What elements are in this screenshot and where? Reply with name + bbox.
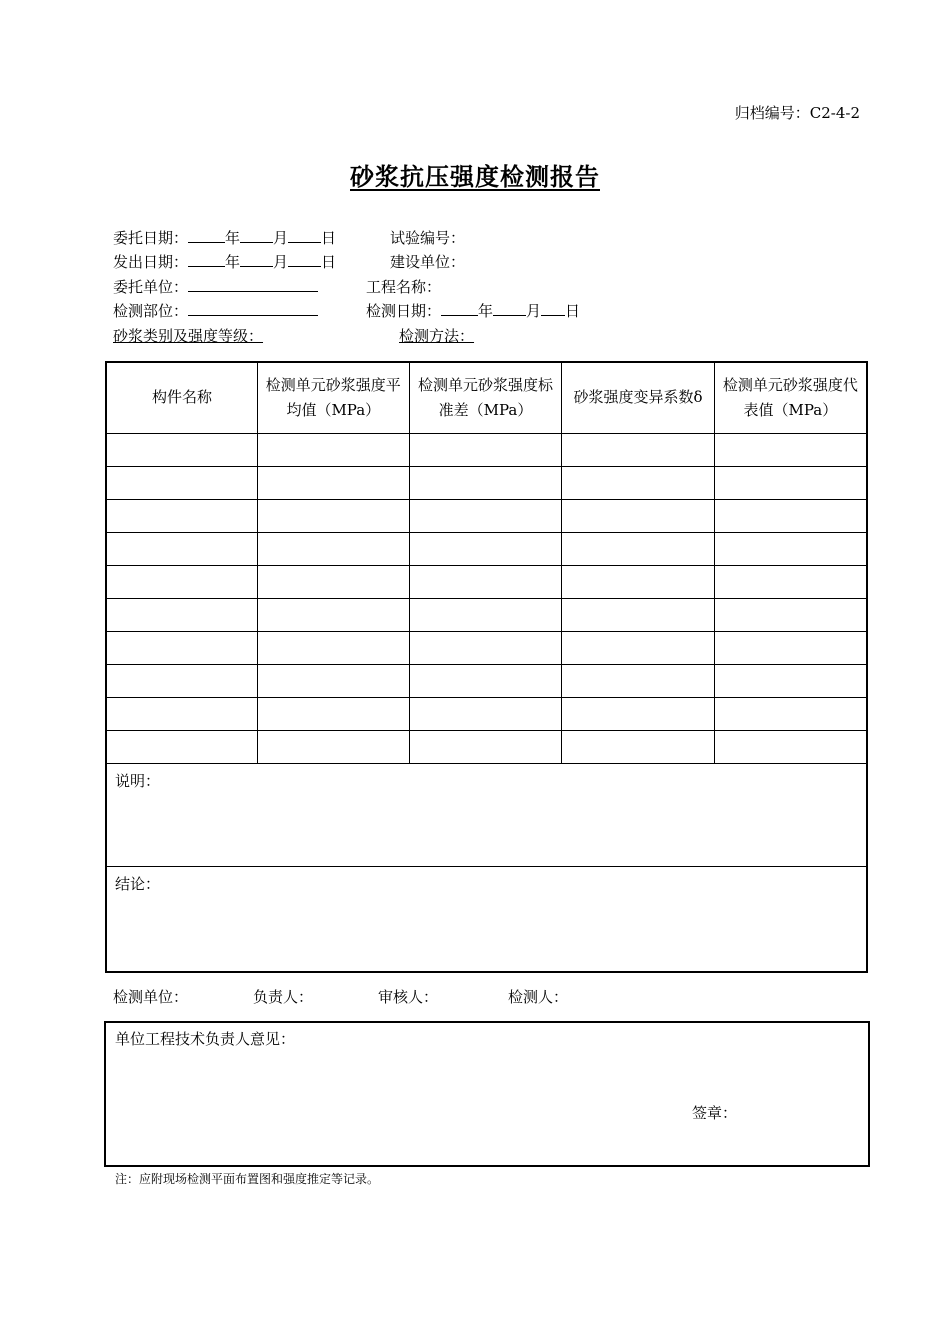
entrust-date-label: 委托日期： <box>113 229 189 247</box>
table-cell[interactable] <box>106 499 257 532</box>
table-cell[interactable] <box>257 631 409 664</box>
inspect-date-label: 检测日期： <box>366 302 442 320</box>
method-label: 检测方法： <box>399 327 475 345</box>
opinion-label: 单位工程技术负责人意见： <box>115 1030 296 1048</box>
day-label: 日 <box>321 229 337 247</box>
table-cell[interactable] <box>714 532 867 565</box>
table-header-row <box>106 362 867 433</box>
sig-inspector-label: 检测人： <box>508 988 569 1006</box>
inspect-part-row <box>113 299 318 323</box>
issue-year-field[interactable] <box>188 250 225 267</box>
table-row <box>106 598 867 631</box>
footnote: 注：应附现场检测平面布置图和强度推定等记录。 <box>115 1172 380 1186</box>
archive-number: 归档编号：C2-4-2 <box>734 104 860 122</box>
table-cell[interactable] <box>257 565 409 598</box>
table-cell[interactable] <box>562 433 714 466</box>
table-cell[interactable] <box>257 499 409 532</box>
build-unit-label: 建设单位： <box>390 253 466 271</box>
table-cell[interactable] <box>562 697 714 730</box>
mortar-method-row <box>113 324 490 348</box>
table-cell[interactable] <box>409 466 562 499</box>
inspect-year-field[interactable] <box>441 299 478 316</box>
day-label: 日 <box>321 253 337 271</box>
table-row <box>106 532 867 565</box>
entrust-year-field[interactable] <box>188 226 225 243</box>
sig-reviewer-label: 审核人： <box>378 988 439 1006</box>
issue-date-row <box>113 250 336 274</box>
entrust-unit-row <box>113 275 318 299</box>
entrust-day-field[interactable] <box>288 226 321 243</box>
table-cell[interactable] <box>409 631 562 664</box>
sig-leader-label: 负责人： <box>253 988 314 1006</box>
explain-row <box>106 763 867 866</box>
table-row <box>106 631 867 664</box>
table-cell[interactable] <box>409 433 562 466</box>
table-cell[interactable] <box>257 466 409 499</box>
table-row <box>106 697 867 730</box>
table-cell[interactable] <box>714 631 867 664</box>
day-label: 日 <box>565 302 581 320</box>
table-cell[interactable] <box>562 730 714 763</box>
table-cell[interactable] <box>409 598 562 631</box>
explain-cell[interactable] <box>106 763 867 866</box>
table-cell[interactable] <box>409 499 562 532</box>
table-cell[interactable] <box>257 730 409 763</box>
table-cell[interactable] <box>106 565 257 598</box>
project-name-label: 工程名称： <box>366 278 442 296</box>
year-label: 年 <box>225 229 241 247</box>
table-cell[interactable] <box>714 730 867 763</box>
test-no-label: 试验编号： <box>390 229 466 247</box>
table-cell[interactable] <box>562 466 714 499</box>
table-cell[interactable] <box>714 466 867 499</box>
table-cell[interactable] <box>409 730 562 763</box>
table-cell[interactable] <box>714 697 867 730</box>
table-cell[interactable] <box>106 433 257 466</box>
table-cell[interactable] <box>106 466 257 499</box>
header-std-dev: 检测单元砂浆强度标准差（MPa） <box>409 362 562 433</box>
table-cell[interactable] <box>409 664 562 697</box>
inspect-part-field[interactable] <box>188 299 318 316</box>
year-label: 年 <box>225 253 241 271</box>
table-cell[interactable] <box>562 631 714 664</box>
issue-day-field[interactable] <box>288 250 321 267</box>
entrust-unit-field[interactable] <box>188 275 318 292</box>
seal-label: 签章： <box>692 1104 738 1122</box>
table-cell[interactable] <box>106 730 257 763</box>
table-row <box>106 499 867 532</box>
table-cell[interactable] <box>714 565 867 598</box>
table-cell[interactable] <box>409 532 562 565</box>
table-cell[interactable] <box>562 565 714 598</box>
table-row <box>106 730 867 763</box>
month-label: 月 <box>273 229 289 247</box>
issue-month-field[interactable] <box>240 250 273 267</box>
page-title <box>0 157 950 192</box>
inspect-day-field[interactable] <box>541 299 565 316</box>
table-cell[interactable] <box>106 532 257 565</box>
header-representative-value: 检测单元砂浆强度代表值（MPa） <box>714 362 867 433</box>
opinion-box[interactable] <box>104 1021 870 1167</box>
table-cell[interactable] <box>714 664 867 697</box>
table-row <box>106 433 867 466</box>
table-cell[interactable] <box>409 697 562 730</box>
result-table <box>105 361 868 973</box>
table-cell[interactable] <box>106 631 257 664</box>
sig-unit-label: 检测单位： <box>113 988 189 1006</box>
inspect-date-row <box>366 299 580 323</box>
entrust-unit-label: 委托单位： <box>113 278 189 296</box>
mortar-type-label: 砂浆类别及强度等级： <box>113 327 264 345</box>
conclusion-cell[interactable] <box>106 866 867 972</box>
month-label: 月 <box>526 302 542 320</box>
conclusion-label: 结论： <box>115 874 161 893</box>
month-label: 月 <box>273 253 289 271</box>
table-cell[interactable] <box>562 598 714 631</box>
inspect-part-label: 检测部位： <box>113 302 189 320</box>
entrust-date-row <box>113 226 336 250</box>
table-cell[interactable] <box>714 598 867 631</box>
year-label: 年 <box>478 302 494 320</box>
table-cell[interactable] <box>106 598 257 631</box>
table-cell[interactable] <box>714 499 867 532</box>
title-text: 砂浆抗压强度检测报告 <box>350 162 600 191</box>
table-cell[interactable] <box>106 664 257 697</box>
explain-label: 说明： <box>115 771 161 790</box>
conclusion-row <box>106 866 867 972</box>
issue-date-label: 发出日期： <box>113 253 189 271</box>
table-row <box>106 466 867 499</box>
table-cell[interactable] <box>714 433 867 466</box>
table-cell[interactable] <box>409 565 562 598</box>
table-cell[interactable] <box>257 598 409 631</box>
table-cell[interactable] <box>562 499 714 532</box>
table-cell[interactable] <box>257 532 409 565</box>
table-cell[interactable] <box>257 433 409 466</box>
table-cell[interactable] <box>562 664 714 697</box>
table-cell[interactable] <box>257 664 409 697</box>
table-cell[interactable] <box>562 532 714 565</box>
table-row <box>106 565 867 598</box>
header-component-name: 构件名称 <box>106 362 257 433</box>
inspect-month-field[interactable] <box>493 299 526 316</box>
header-mean-strength: 检测单元砂浆强度平均值（MPa） <box>257 362 409 433</box>
table-cell[interactable] <box>257 697 409 730</box>
entrust-month-field[interactable] <box>240 226 273 243</box>
table-row <box>106 664 867 697</box>
table-cell[interactable] <box>106 697 257 730</box>
header-variation-coef: 砂浆强度变异系数δ <box>562 362 714 433</box>
